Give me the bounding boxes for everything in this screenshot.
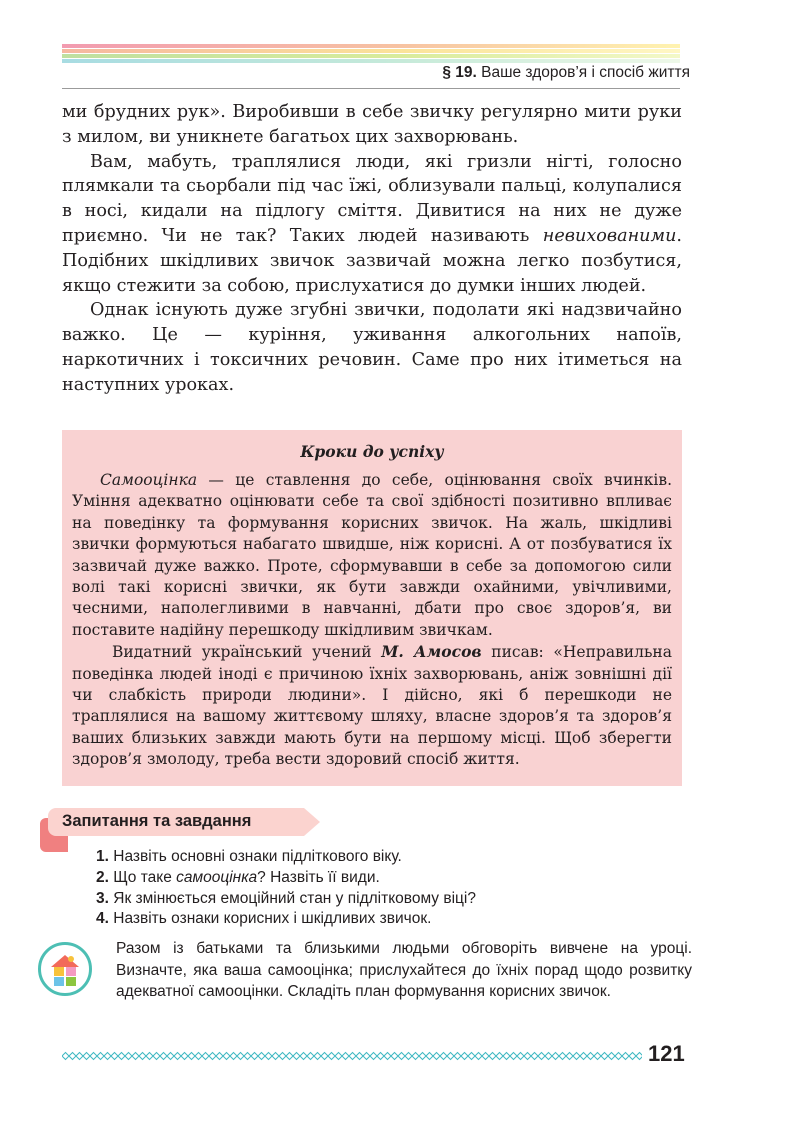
family-house-icon [38, 942, 92, 996]
box-paragraph-1: Самооцінка — це ставлення до себе, оцінювання своїх вчинків. Уміння адекватно оцінювати себе та свої здібності позитивно впливає на поведінку та формування корисних звичок. На жаль, шкідливі звички формуються набагато швидше, ніж корисні. А от позбуватися їх зазвичай дуже важко. Проте, сформувавши в себе за допомогою сили волі такі корисні звички, як бути завжди охайними, увічливими, чесними, наполегливими в навчанні, дбати про своє здоров’я, ви поставите надійну перешкоду шкідливим звичкам. [72, 471, 672, 639]
author-name: М. Амосов [381, 642, 482, 662]
header-color-stripes [62, 44, 680, 62]
section-number: § 19. [442, 64, 477, 81]
family-task: Разом із батьками та близькими людьми обговоріть вивчене на уроці. Визначте, яка ваша самооцінка; прислухайтеся до їхніх порад щодо розвитку адекватної самооцінки. Складіть план формування корисних звичок. [116, 940, 692, 1001]
questions-list [96, 847, 476, 930]
box-paragraph-2: Видатний український учений М. Амосов писав: «Неправильна поведінка людей іноді є причиною їхніх захворювань, аніж зовнішні дії чи слабкість природи людини». І дійсно, які б перешкоди не траплялися на вашому життєвому шляху, власне здоров’я та здоров’я ваших близьких завжди мають бути на першому місці. Щоб зберегти здоров’я змолоду, треба вести здоровий спосіб життя. [72, 642, 672, 769]
paragraph-1: ми брудних рук». Виробивши в себе звичку регулярно мити руки з милом, ви уникнете багатьох цих захворювань. [62, 102, 682, 147]
question-item: 4. Назвіть ознаки корисних і шкідливих звичок. [96, 910, 432, 928]
success-steps-box [62, 430, 682, 786]
footer-diamond-line [62, 1050, 642, 1062]
page-number: 121 [648, 1041, 685, 1066]
paragraph-3: Однак існують дуже згубні звички, подолати які надзвичайно важко. Це — куріння, уживання алкогольних напоїв, наркотичних і токсичних речовин. Саме про них ітиметься на наступних уроках. [62, 300, 682, 395]
question-item: 2. Що таке самооцінка? Назвіть її види. [96, 868, 380, 886]
term-samootsinka: Самооцінка [100, 471, 198, 489]
question-item: 3. Як змінюється емоційний стан у підлітковому віці? [96, 889, 476, 907]
running-header [442, 64, 690, 82]
term-nevykhovani: невихованими [542, 225, 677, 246]
questions-title: Запитання та завдання [62, 812, 252, 830]
main-text [62, 100, 682, 398]
box-title: Кроки до успіху [300, 442, 444, 461]
header-divider [62, 88, 680, 89]
questions-header-tab [40, 808, 320, 852]
paragraph-2: Вам, мабуть, траплялися люди, які гризли нігті, голосно плямкали та сьорбали під час їжі, облизували пальці, колупалися в носі, кидали на підлогу сміття. Дивитися на них не дуже приємно. Чи не так? Таких людей називають невихованими. Подібних шкідливих звичок зазвичай можна легко позбутися, якщо стежити за собою, прислухатися до думки інших людей. [62, 151, 682, 296]
question-item: 1. Назвіть основні ознаки підліткового віку. [96, 848, 402, 865]
box-text [72, 470, 672, 771]
section-title: Ваше здоров’я і спосіб життя [481, 64, 690, 81]
